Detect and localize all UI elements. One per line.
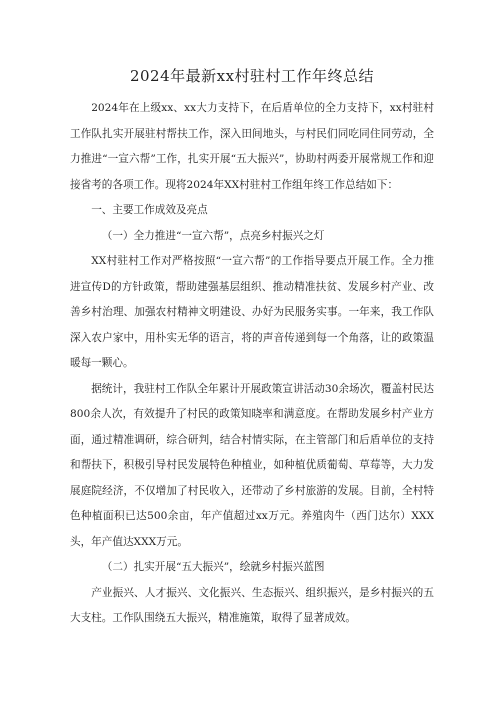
subsection-two-paragraph-1: 产业振兴、人才振兴、文化振兴、生态振兴、组织振兴，是乡村振兴的五大支柱。工作队围绕五大振兴，精准施策，取得了显著成效。 xyxy=(70,586,434,624)
section-heading-main-work: 一、主要工作成效及亮点 xyxy=(91,204,208,216)
subsection-one-paragraph-2: 据统计，我驻村工作队全年累计开展政策宣讲活动30余场次，覆盖村民达800余人次，有效提升了村民的政策知晓率和满意度。在帮助发展乡村产业方面，通过精准调研，综合研判，结合村情实际，在主管部门和后盾单位的支持和帮扶下，积极引导村民发展特色种植业，如种植优质葡萄、草莓等，大力发展庭院经济，不仅增加了村民收入，还带动了乡村旅游的发展。目前，全村特色种植面积已达500余亩，年产值超过xx万元。养殖肉牛（西门达尔）XXX头，年产值达XXX万元。 xyxy=(70,382,434,548)
subsection-heading-two: （二）扎实开展“五大振兴”，绘就乡村振兴蓝图 xyxy=(101,561,325,573)
subsection-one-paragraph-1: XX村驻村工作对严格按照“一宣六帮”的工作指导要点开展工作。全力推进宣传D的方针政策，帮助建强基层组织、推动精准扶贫、发展乡村产业、改善乡村治理、加强农村精神文明建设、办好为民服务实事。一年来，我工作队深入农户家中，用朴实无华的语言，将的声音传递到每一个角落，让的政策温暖每一颗心。 xyxy=(70,255,434,369)
intro-paragraph: 2024年在上级xx、xx大力支持下，在后盾单位的全力支持下，xx村驻村工作队扎实开展驻村帮扶工作，深入田间地头，与村民们同吃同住同劳动，全力推进“一宣六帮”工作，扎实开展“五大振兴”，协助村两委开展常规工作和迎接省考的各项工作。现将2024年XX村驻村工作组年终工作总结如下： xyxy=(70,102,434,191)
document-title: 2024年最新xx村驻村工作年终总结 xyxy=(129,67,375,85)
subsection-heading-one: （一）全力推进“一宣六帮”，点亮乡村振兴之灯 xyxy=(101,229,325,242)
